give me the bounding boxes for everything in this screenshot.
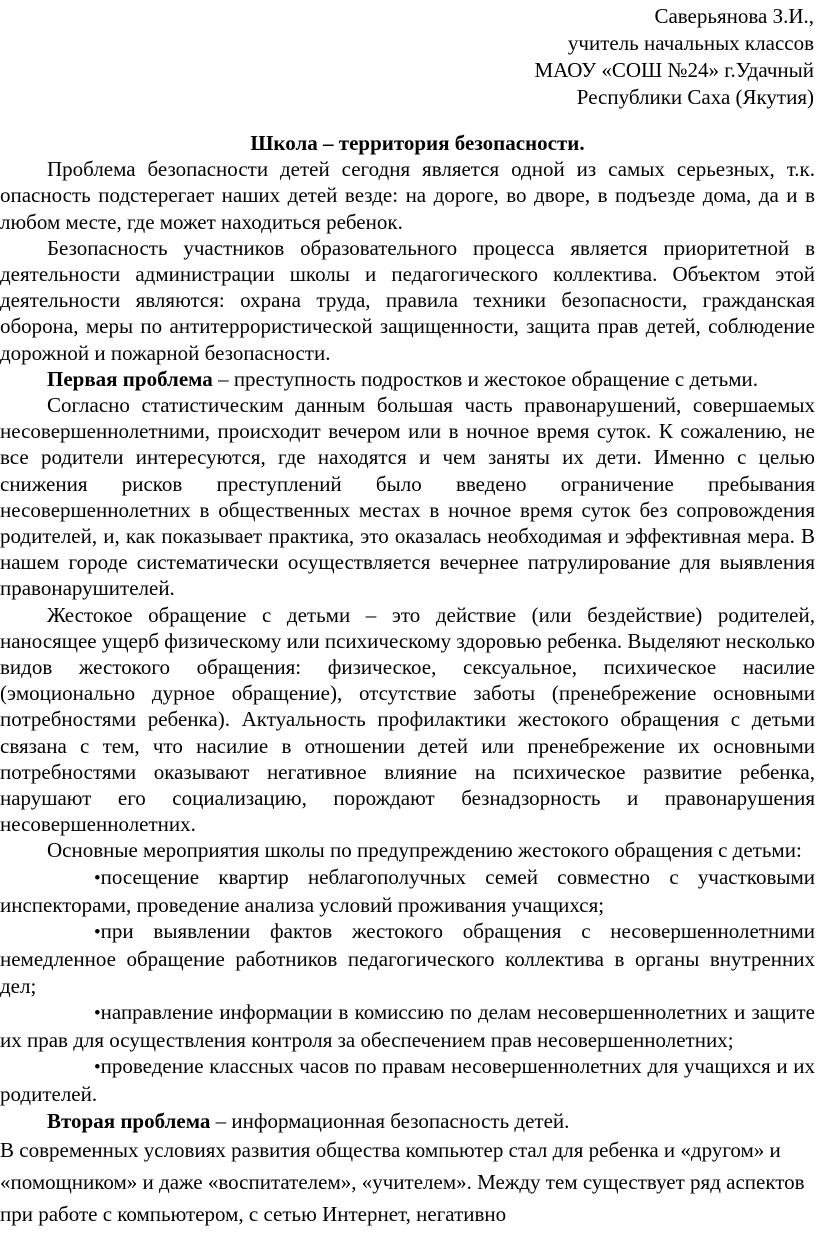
bullet-icon: • xyxy=(94,1002,101,1024)
list-item-text: проведение классных часов по правам несовершеннолетних для учащихся и их родителей. xyxy=(0,1054,815,1107)
problem-2-label: Вторая проблема xyxy=(47,1108,211,1133)
problem-1-label: Первая проблема xyxy=(47,366,213,391)
bullet-icon: • xyxy=(94,867,101,889)
paragraph-participants: Безопасность участников образовательного процесса является приоритетной в деятельности администрации школы и педагогического коллектива. Объектом этой деятельности являются: охрана труда, правила техники безопасности, гражданская оборона, меры по антитеррористической защищенности, защита прав детей, соблюдение дорожной и пожарной безопасности. xyxy=(0,235,815,365)
document-body xyxy=(0,130,815,1230)
list-item-text: направление информации в комиссию по делам несовершеннолетних и защите их прав для осуществления контроля за обеспечением прав несовершеннолетних; xyxy=(0,999,815,1052)
list-item xyxy=(0,1053,815,1107)
paragraph-intro: Проблема безопасности детей сегодня является одной из самых серьезных, т.к. опасность подстерегает наших детей везде: на дороге, во дворе, в подъезде дома, да и в любом месте, где может находиться ребенок. xyxy=(0,157,815,234)
problem-2-text: – информационная безопасность детей. xyxy=(210,1108,570,1133)
list-item xyxy=(0,864,815,918)
list-item-text: при выявлении фактов жестокого обращения с несовершеннолетними немедленное обращение работников педагогического коллектива в органы внутренних дел; xyxy=(0,919,815,998)
paragraph-tail: В современных условиях развития общества компьютер стал для ребенка и «другом» и «помощником» и даже «воспитателем», «учителем». Между тем существует ряд аспектов при работе с компьютером, с сетью Интернет, негативно xyxy=(0,1137,805,1226)
author-name: Саверьянова З.И., xyxy=(654,4,814,28)
author-block xyxy=(214,3,814,111)
paragraph-problem-1 xyxy=(0,366,815,392)
bullet-icon: • xyxy=(94,922,101,944)
bullet-icon: • xyxy=(94,1057,101,1079)
problem-1-text: – преступность подростков и жестокое обращение с детьми. xyxy=(212,366,758,391)
author-school: МАОУ «СОШ №24» г.Удачный xyxy=(534,58,814,82)
paragraph-problem-2 xyxy=(0,1108,815,1134)
paragraph-measures-intro: Основные мероприятия школы по предупреждению жестокого обращения с детьми: xyxy=(47,838,802,863)
list-item-text: посещение квартир неблагополучных семей совместно с участковыми инспекторами, проведение анализа условий проживания учащихся; xyxy=(0,864,815,917)
author-position: учитель начальных классов xyxy=(567,31,814,55)
paragraph-statistics: Согласно статистическим данным большая часть правонарушений, совершаемых несовершеннолетними, происходит вечером или в ночное время суток. К сожалению, не все родители интересуются, где находятся и чем заняты их дети. Именно с целью снижения рисков преступлений было введено ограничение пребывания несовершеннолетних в общественных местах в ночное время суток без сопровождения родителей, и, как показывает практика, это оказалась необходимая и эффективная мера. В нашем городе систематически осуществляется вечернее патрулирование для выявления правонарушителей. xyxy=(0,393,815,601)
list-item xyxy=(0,999,815,1053)
document-title: Школа – территория безопасности. xyxy=(250,131,585,155)
author-region: Республики Саха (Якутия) xyxy=(576,85,814,109)
paragraph-cruelty: Жестокое обращение с детьми – это действие (или бездействие) родителей, наносящее ущерб физическому или психическому здоровью ребенка. Выделяют несколько видов жестокого обращения: физическое, сексуальное, психическое насилие (эмоционально дурное обращение), отсутствие заботы (пренебрежение основными потребностями ребенка). Актуальность профилактики жестокого обращения с детьми связана с тем, что насилие в отношении детей или пренебрежение их основными потребностями оказывают негативное влияние на психическое развитие ребенка, нарушают его социализацию, порождают безнадзорность и правонарушения несовершеннолетних. xyxy=(0,602,815,837)
list-item xyxy=(0,918,815,999)
